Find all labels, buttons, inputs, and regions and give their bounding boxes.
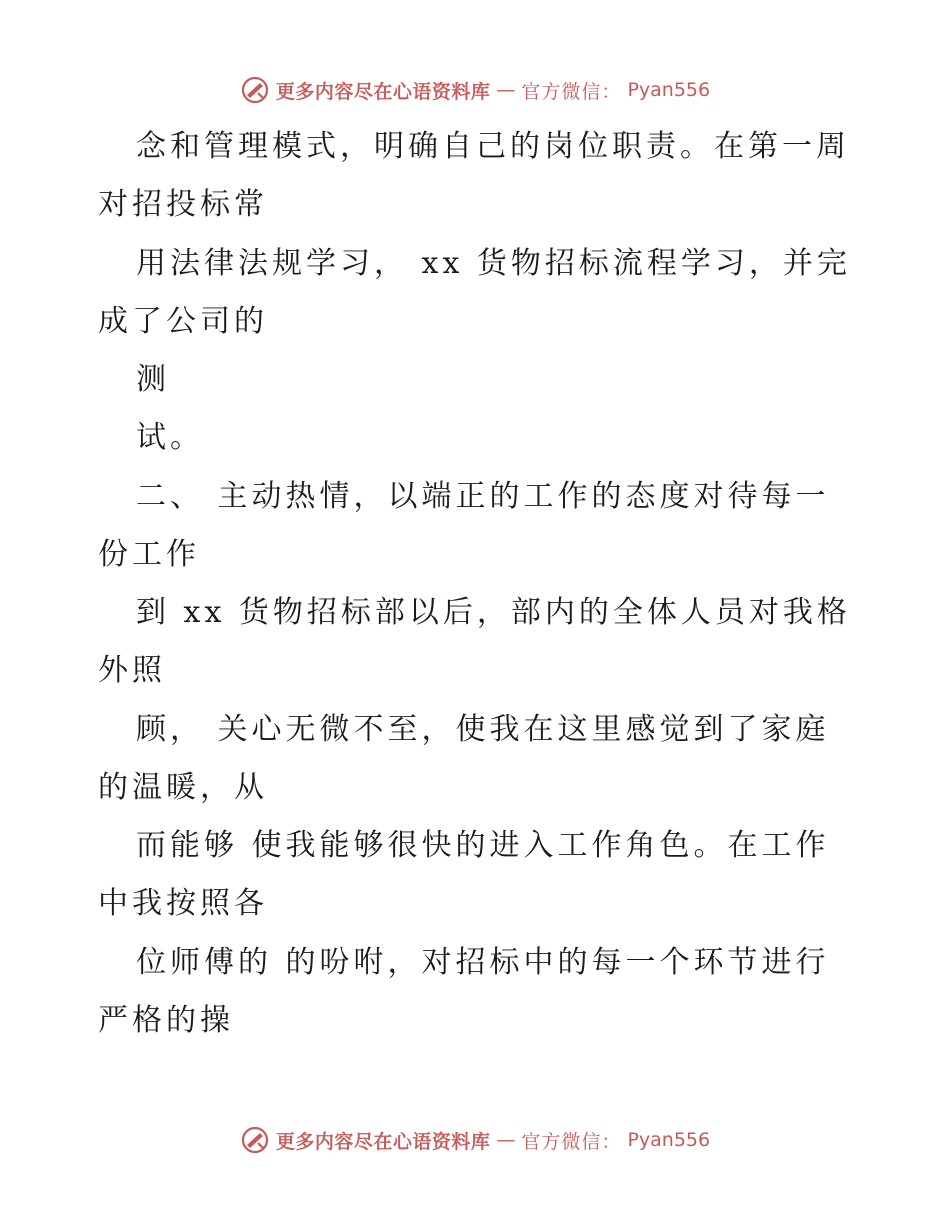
watermark-account: Pyan556 (627, 1129, 711, 1151)
body-line: 试。 (136, 420, 204, 455)
body-line: 对招投标常 (98, 187, 268, 222)
watermark-label: 官方微信： (521, 1130, 622, 1153)
body-line: 的温暖，从 (98, 770, 268, 805)
body-line: 严格的操 (98, 1003, 234, 1038)
footer-watermark (0, 1120, 950, 1160)
logo-seal-icon (240, 1125, 270, 1155)
body-line: 二、 主动热情，以端正的工作的态度对待每一 (136, 479, 830, 514)
body-line: 而能够 使我能够很快的进入工作角色。在工作 (136, 828, 830, 863)
body-line: 测 (136, 362, 170, 397)
body-line: 念和管理模式，明确自己的岗位职责。在第一周 (136, 129, 850, 164)
header-watermark (0, 70, 950, 110)
watermark-brand-text: 更多内容尽在心语资料库 (275, 80, 491, 103)
body-line: 顾， 关心无微不至，使我在这里感觉到了家庭 (136, 712, 830, 747)
logo-seal-icon (240, 75, 270, 105)
body-line: 成了公司的 (98, 304, 268, 339)
body-line: 到 xx 货物招标部以后，部内的全体人员对我格 (136, 595, 851, 630)
watermark-label: 官方微信： (521, 80, 622, 103)
watermark-dash: — (496, 79, 516, 101)
watermark-dash: — (496, 1129, 516, 1151)
watermark-brand-text: 更多内容尽在心语资料库 (275, 1130, 491, 1153)
body-line: 用法律法规学习， xx 货物招标流程学习，并完 (136, 246, 851, 281)
body-line: 位师傅的 的吩咐，对招标中的每一个环节进行 (136, 945, 830, 980)
body-line: 份工作 (98, 537, 200, 572)
body-line: 中我按照各 (98, 886, 268, 921)
watermark-account: Pyan556 (627, 79, 711, 101)
body-line: 外照 (98, 653, 166, 688)
